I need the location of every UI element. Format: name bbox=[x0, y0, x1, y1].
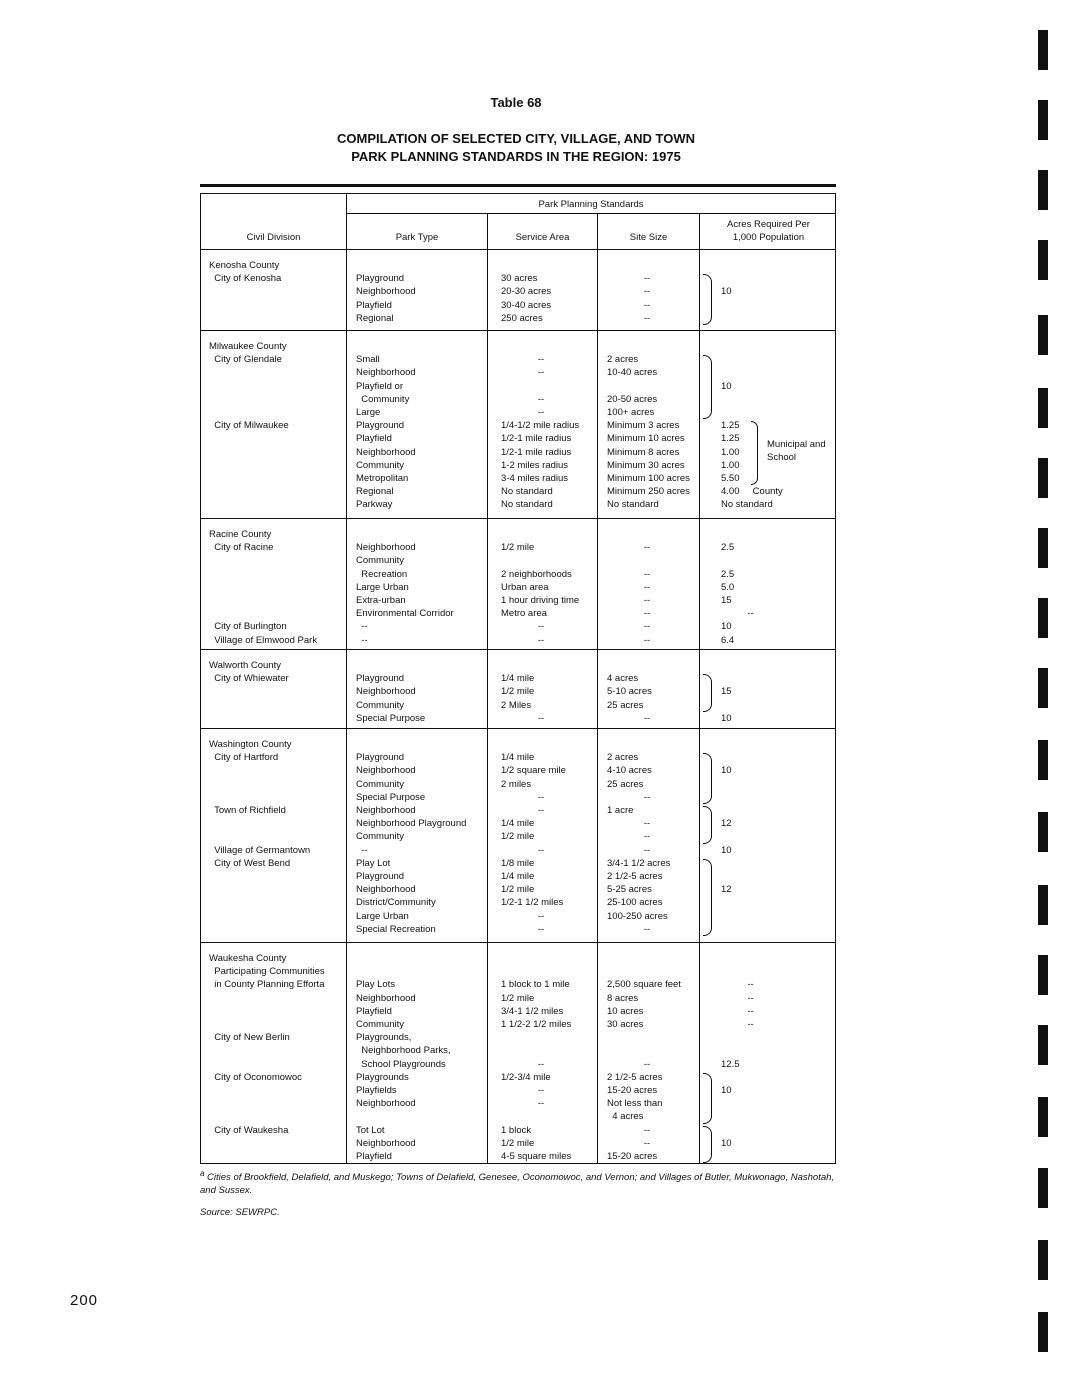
service-area-cell: Urban area bbox=[501, 581, 549, 593]
acres-required-cell: 10 bbox=[721, 765, 732, 777]
park-type-cell: -- bbox=[356, 621, 368, 633]
service-area-cell: 1/2 mile bbox=[501, 884, 535, 896]
service-area-cell: 1/2-1 1/2 miles bbox=[501, 897, 564, 909]
binding-bar bbox=[1038, 740, 1048, 780]
park-type-cell: Neighborhood bbox=[356, 884, 416, 896]
footnote-marker: a bbox=[200, 1169, 205, 1178]
park-type-cell: Playfield bbox=[356, 1005, 392, 1017]
site-size-cell: 25 acres bbox=[607, 778, 644, 790]
civil-division-cell: City of Kenosha bbox=[209, 273, 282, 285]
park-type-cell: Recreation bbox=[356, 568, 408, 580]
site-size-cell: -- bbox=[643, 299, 651, 311]
site-size-cell: Minimum 3 acres bbox=[607, 420, 680, 432]
park-type-cell: Playfields bbox=[356, 1085, 397, 1096]
park-type-cell: Regional bbox=[356, 486, 394, 498]
service-area-cell: 1/8 mile bbox=[501, 857, 535, 869]
divider bbox=[699, 943, 700, 1163]
park-type-cell: Neighborhood Playground bbox=[356, 818, 467, 830]
park-type-cell: -- bbox=[356, 844, 368, 856]
site-size-cell: -- bbox=[643, 1137, 651, 1149]
site-size-cell: 15-20 acres bbox=[607, 1085, 658, 1096]
divider bbox=[699, 519, 700, 649]
site-size-cell: 2 acres bbox=[607, 752, 639, 764]
park-type-cell: Community bbox=[356, 393, 410, 405]
service-area-cell: 1 block bbox=[501, 1124, 532, 1136]
civil-division-cell: Waukesha County bbox=[209, 953, 287, 964]
site-size-cell: -- bbox=[643, 831, 651, 843]
service-area-cell: -- bbox=[537, 1098, 545, 1110]
site-size-cell: No standard bbox=[607, 499, 659, 511]
site-size-cell: -- bbox=[643, 818, 651, 830]
park-type-cell: Regional bbox=[356, 312, 394, 324]
brace-mark bbox=[703, 355, 712, 419]
site-size-cell: 25-100 acres bbox=[607, 897, 663, 909]
acres-required-cell: 2.5 bbox=[721, 568, 735, 580]
top-rule bbox=[200, 184, 836, 187]
service-area-cell: No standard bbox=[501, 486, 553, 498]
header-service-area: Service Area bbox=[515, 232, 570, 243]
park-type-cell: Neighborhood bbox=[356, 542, 416, 554]
site-size-cell: -- bbox=[643, 621, 651, 633]
park-type-cell: Extra-urban bbox=[356, 595, 406, 606]
header-civil-division: Civil Division bbox=[246, 232, 301, 243]
brace-mark bbox=[703, 1126, 712, 1164]
divider bbox=[597, 331, 598, 518]
divider bbox=[346, 250, 347, 330]
binding-bar bbox=[1038, 30, 1048, 70]
service-area-cell: 1/2 mile bbox=[501, 686, 535, 698]
acres-required-cell: 15 bbox=[721, 686, 732, 698]
site-size-cell: 2 1/2-5 acres bbox=[607, 1071, 663, 1083]
civil-division-cell: Village of Germantown bbox=[209, 844, 311, 856]
service-area-cell: 250 acres bbox=[501, 312, 543, 324]
site-size-cell: 4 acres bbox=[607, 673, 639, 685]
binding-bar bbox=[1038, 100, 1048, 140]
acres-required-cell: 5.50 bbox=[721, 473, 740, 484]
park-type-cell: Neighborhood bbox=[356, 686, 416, 698]
divider bbox=[699, 331, 700, 518]
civil-division-cell: Washington County bbox=[209, 739, 292, 750]
park-type-cell: Playground bbox=[356, 752, 405, 764]
site-size-cell: 10-40 acres bbox=[607, 367, 658, 379]
site-size-cell: -- bbox=[643, 608, 651, 620]
acres-required-cell: 12.5 bbox=[721, 1058, 740, 1070]
binding-bar bbox=[1038, 1312, 1048, 1352]
divider bbox=[699, 650, 700, 728]
divider bbox=[347, 213, 835, 214]
park-type-cell: Neighborhood bbox=[356, 446, 416, 458]
site-size-cell: 20-50 acres bbox=[607, 393, 658, 405]
civil-division-cell: Racine County bbox=[209, 529, 272, 540]
acres-required-cell: 15 bbox=[721, 595, 732, 606]
park-type-cell: Metropolitan bbox=[356, 473, 409, 484]
site-size-cell: Not less than bbox=[607, 1098, 663, 1110]
service-area-cell: 4-5 square miles bbox=[501, 1151, 572, 1162]
divider bbox=[346, 331, 347, 518]
park-type-cell: Small bbox=[356, 354, 380, 366]
acres-required-cell: 4.00 County bbox=[721, 486, 783, 498]
county-group bbox=[201, 519, 835, 650]
binding-bar bbox=[1038, 458, 1048, 498]
park-type-cell: Neighborhood Parks, bbox=[356, 1045, 451, 1057]
acres-required-cell: 1.00 bbox=[721, 459, 740, 471]
civil-division-cell: City of Hartford bbox=[209, 752, 279, 764]
service-area-cell: -- bbox=[537, 393, 545, 405]
service-area-cell: 1/4 mile bbox=[501, 752, 535, 764]
acres-required-cell: 1.25 bbox=[721, 433, 740, 445]
site-size-cell: -- bbox=[643, 844, 651, 856]
service-area-cell: 20-30 acres bbox=[501, 286, 552, 298]
divider bbox=[699, 250, 700, 330]
brace-mark bbox=[703, 674, 712, 712]
park-type-cell: Community bbox=[356, 778, 405, 790]
park-type-cell: District/Community bbox=[356, 897, 436, 909]
civil-division-cell: City of Racine bbox=[209, 542, 274, 554]
binding-bar bbox=[1038, 528, 1048, 568]
binding-bar bbox=[1038, 170, 1048, 210]
service-area-cell: 1/2 mile bbox=[501, 831, 535, 843]
park-type-cell: Large Urban bbox=[356, 581, 409, 593]
civil-division-cell: Town of Richfield bbox=[209, 805, 286, 816]
service-area-cell: 30-40 acres bbox=[501, 299, 552, 311]
park-type-cell: Playground bbox=[356, 420, 405, 432]
divider bbox=[346, 729, 347, 942]
service-area-cell: -- bbox=[537, 923, 545, 935]
service-area-cell: -- bbox=[537, 407, 545, 418]
source-note: Source: SEWRPC. bbox=[200, 1207, 280, 1218]
service-area-cell: 30 acres bbox=[501, 273, 538, 285]
standards-table bbox=[200, 193, 836, 1164]
acres-required-cell: -- bbox=[721, 608, 754, 620]
service-area-cell: 1/4-1/2 mile radius bbox=[501, 420, 580, 432]
site-size-cell: 8 acres bbox=[607, 992, 639, 1004]
site-size-cell: -- bbox=[643, 595, 651, 606]
header-park-planning-standards: Park Planning Standards bbox=[538, 199, 644, 210]
park-type-cell: Large Urban bbox=[356, 910, 409, 922]
acres-required-cell: -- bbox=[721, 1019, 754, 1030]
site-size-cell: Minimum 100 acres bbox=[607, 473, 690, 484]
service-area-cell: -- bbox=[537, 910, 545, 922]
page-number: 200 bbox=[70, 1292, 99, 1309]
park-type-cell: School Playgrounds bbox=[356, 1058, 446, 1070]
park-type-cell: Tot Lot bbox=[356, 1124, 385, 1136]
service-area-cell: 2 Miles bbox=[501, 699, 532, 711]
binding-bar bbox=[1038, 885, 1048, 925]
divider bbox=[346, 943, 347, 1163]
brace-mark bbox=[703, 753, 712, 804]
county-group bbox=[201, 729, 835, 943]
county-group bbox=[201, 331, 835, 519]
park-type-cell: Play Lot bbox=[356, 857, 391, 869]
site-size-cell: -- bbox=[643, 581, 651, 593]
site-size-cell: 25 acres bbox=[607, 699, 644, 711]
park-type-cell: Large bbox=[356, 407, 381, 418]
civil-division-cell: Milwaukee County bbox=[209, 341, 287, 352]
service-area-cell: 1/4 mile bbox=[501, 818, 535, 830]
acres-required-cell: 5.0 bbox=[721, 581, 735, 593]
header-acres-required-line-2: 1,000 Population bbox=[732, 232, 805, 243]
service-area-cell: 1/2 square mile bbox=[501, 765, 566, 777]
acres-required-cell: 10 bbox=[721, 286, 732, 298]
acres-required-cell: 10 bbox=[721, 712, 732, 724]
service-area-cell: 1 hour driving time bbox=[501, 595, 580, 606]
site-size-cell: -- bbox=[643, 1124, 651, 1136]
binding-bar bbox=[1038, 598, 1048, 638]
site-size-cell: 2,500 square feet bbox=[607, 979, 681, 991]
service-area-cell: 1 block to 1 mile bbox=[501, 979, 570, 991]
service-area-cell: -- bbox=[537, 791, 545, 803]
header-acres-required-line-1: Acres Required Per bbox=[727, 219, 810, 230]
page-title bbox=[0, 130, 1032, 166]
site-size-cell: 30 acres bbox=[607, 1019, 644, 1030]
brace-mark bbox=[751, 421, 758, 485]
table-label: Table 68 bbox=[490, 95, 542, 110]
civil-division-cell: Participating Communities bbox=[209, 966, 325, 978]
park-type-cell: Play Lots bbox=[356, 979, 396, 991]
header-park-type: Park Type bbox=[395, 232, 439, 243]
service-area-cell: -- bbox=[537, 805, 545, 816]
site-size-cell: -- bbox=[643, 273, 651, 285]
site-size-cell: 2 1/2-5 acres bbox=[607, 871, 663, 882]
binding-bar bbox=[1038, 315, 1048, 355]
service-area-cell: 3-4 miles radius bbox=[501, 473, 569, 484]
site-size-cell: -- bbox=[643, 712, 651, 724]
civil-division-cell: City of Waukesha bbox=[209, 1124, 289, 1136]
civil-division-cell: City of Milwaukee bbox=[209, 420, 289, 432]
service-area-cell: -- bbox=[537, 1085, 545, 1096]
park-type-cell: Playgrounds, bbox=[356, 1032, 412, 1044]
acres-required-cell: 2.5 bbox=[721, 542, 735, 554]
service-area-cell: 1/2-3/4 mile bbox=[501, 1071, 551, 1083]
binding-bar bbox=[1038, 1025, 1048, 1065]
binding-bar bbox=[1038, 668, 1048, 708]
park-type-cell: Special Purpose bbox=[356, 712, 426, 724]
county-group bbox=[201, 250, 835, 331]
park-type-cell: Playfield bbox=[356, 1151, 392, 1162]
acres-required-cell: -- bbox=[721, 992, 754, 1004]
service-area-cell: 1/2 mile bbox=[501, 1137, 535, 1149]
service-area-cell: 1/2-1 mile radius bbox=[501, 446, 572, 458]
brace-mark bbox=[703, 1073, 712, 1124]
site-size-cell: -- bbox=[643, 312, 651, 324]
acres-required-cell: 10 bbox=[721, 1137, 732, 1149]
site-size-cell: Minimum 8 acres bbox=[607, 446, 680, 458]
site-size-cell: Minimum 10 acres bbox=[607, 433, 685, 445]
binding-bar bbox=[1038, 1168, 1048, 1208]
binding-bar bbox=[1038, 812, 1048, 852]
park-type-cell: Community bbox=[356, 831, 405, 843]
acres-required-cell: 1.00 bbox=[721, 446, 740, 458]
title-line-1: COMPILATION OF SELECTED CITY, VILLAGE, AND TOWN bbox=[337, 131, 695, 146]
binding-bar bbox=[1038, 1240, 1048, 1280]
service-area-cell: 2 miles bbox=[501, 778, 532, 790]
site-size-cell: 4 acres bbox=[607, 1111, 644, 1123]
park-type-cell: -- bbox=[356, 634, 368, 646]
footnote bbox=[200, 1167, 840, 1197]
brace-mark bbox=[703, 274, 712, 325]
acres-required-cell: 6.4 bbox=[721, 634, 735, 646]
park-type-cell: Playground bbox=[356, 871, 405, 882]
service-area-cell: 1/4 mile bbox=[501, 871, 535, 882]
service-area-cell: -- bbox=[537, 1058, 545, 1070]
park-type-cell: Neighborhood bbox=[356, 765, 416, 777]
park-type-cell: Playfield bbox=[356, 433, 392, 445]
civil-division-cell: in County Planning Efforta bbox=[209, 979, 325, 991]
park-type-cell: Community bbox=[356, 555, 405, 567]
civil-division-cell: City of West Bend bbox=[209, 857, 291, 869]
park-type-cell: Playground bbox=[356, 273, 405, 285]
park-type-cell: Community bbox=[356, 699, 405, 711]
service-area-cell: -- bbox=[537, 844, 545, 856]
site-size-cell: Minimum 250 acres bbox=[607, 486, 690, 498]
service-area-cell: -- bbox=[537, 354, 545, 366]
site-size-cell: 15-20 acres bbox=[607, 1151, 658, 1162]
park-type-cell: Parkway bbox=[356, 499, 393, 511]
acres-required-cell: -- bbox=[721, 1005, 754, 1017]
service-area-cell: No standard bbox=[501, 499, 553, 511]
park-type-cell: Neighborhood bbox=[356, 992, 416, 1004]
header-site-size: Site Size bbox=[629, 232, 668, 243]
site-size-cell: -- bbox=[643, 286, 651, 298]
divider bbox=[346, 650, 347, 728]
park-type-cell: Neighborhood bbox=[356, 286, 416, 298]
service-area-cell: 2 neighborhoods bbox=[501, 568, 572, 580]
park-type-cell: Neighborhood bbox=[356, 367, 416, 379]
service-area-cell: 1/2-1 mile radius bbox=[501, 433, 572, 445]
divider bbox=[487, 250, 488, 330]
service-area-cell: 3/4-1 1/2 miles bbox=[501, 1005, 564, 1017]
site-size-cell: -- bbox=[643, 634, 651, 646]
municipal-school-note: Municipal and School bbox=[767, 439, 826, 464]
park-type-cell: Special Recreation bbox=[356, 923, 436, 935]
park-type-cell: Community bbox=[356, 459, 405, 471]
site-size-cell: -- bbox=[643, 923, 651, 935]
civil-division-cell: Walworth County bbox=[209, 660, 281, 671]
site-size-cell: 2 acres bbox=[607, 354, 639, 366]
acres-required-cell: No standard bbox=[721, 499, 773, 511]
park-type-cell: Neighborhood bbox=[356, 1098, 416, 1110]
site-size-cell: 10 acres bbox=[607, 1005, 644, 1017]
service-area-cell: 1/2 mile bbox=[501, 992, 535, 1004]
binding-bar bbox=[1038, 240, 1048, 280]
park-type-cell: Special Purpose bbox=[356, 791, 426, 803]
site-size-cell: -- bbox=[643, 568, 651, 580]
acres-required-cell: 12 bbox=[721, 818, 732, 830]
civil-division-cell: City of Burlington bbox=[209, 621, 287, 633]
park-type-cell: Neighborhood bbox=[356, 1137, 416, 1149]
site-size-cell: 3/4-1 1/2 acres bbox=[607, 857, 671, 869]
park-type-cell: Community bbox=[356, 1019, 405, 1030]
service-area-cell: 1 1/2-2 1/2 miles bbox=[501, 1019, 572, 1030]
county-group bbox=[201, 943, 835, 1163]
park-type-cell: Playfield bbox=[356, 299, 392, 311]
civil-division-cell: City of New Berlin bbox=[209, 1032, 290, 1044]
acres-required-cell: 12 bbox=[721, 884, 732, 896]
civil-division-cell: City of Whiewater bbox=[209, 673, 289, 685]
acres-required-cell: 1.25 bbox=[721, 420, 740, 432]
divider bbox=[346, 519, 347, 649]
park-type-cell: Playfield or bbox=[356, 380, 403, 392]
site-size-cell: 100-250 acres bbox=[607, 910, 668, 922]
park-type-cell: Neighborhood bbox=[356, 805, 416, 816]
divider bbox=[487, 943, 488, 1163]
civil-division-cell: City of Glendale bbox=[209, 354, 282, 366]
site-size-cell: 5-10 acres bbox=[607, 686, 652, 698]
brace-mark bbox=[703, 859, 712, 936]
title-line-2: PARK PLANNING STANDARDS IN THE REGION: 1975 bbox=[351, 149, 681, 164]
service-area-cell: 1-2 miles radius bbox=[501, 459, 569, 471]
site-size-cell: Minimum 30 acres bbox=[607, 459, 685, 471]
brace-mark bbox=[703, 806, 712, 844]
civil-division-cell: Kenosha County bbox=[209, 260, 280, 271]
footnote-text: Cities of Brookfield, Delafield, and Muskego; Towns of Delafield, Genesee, Oconomowoc, and Vernon; and Villages of Butler, Mukwonago, Nashotah, and Sussex. bbox=[200, 1172, 835, 1197]
service-area-cell: -- bbox=[537, 621, 545, 633]
acres-required-cell: 10 bbox=[721, 844, 732, 856]
acres-required-cell: 10 bbox=[721, 1085, 732, 1096]
site-size-cell: 5-25 acres bbox=[607, 884, 652, 896]
site-size-cell: -- bbox=[643, 791, 651, 803]
service-area-cell: -- bbox=[537, 634, 545, 646]
binding-bar bbox=[1038, 1097, 1048, 1137]
binding-bar bbox=[1038, 388, 1048, 428]
divider bbox=[699, 729, 700, 942]
acres-required-cell: 10 bbox=[721, 380, 732, 392]
service-area-cell: 1/2 mile bbox=[501, 542, 535, 554]
civil-division-cell: City of Oconomowoc bbox=[209, 1071, 302, 1083]
service-area-cell: -- bbox=[537, 712, 545, 724]
site-size-cell: 1 acre bbox=[607, 805, 634, 816]
site-size-cell: -- bbox=[643, 1058, 651, 1070]
park-type-cell: Playground bbox=[356, 673, 405, 685]
county-group bbox=[201, 650, 835, 729]
binding-bar bbox=[1038, 955, 1048, 995]
park-type-cell: Environmental Corridor bbox=[356, 608, 454, 620]
park-type-cell: Playgrounds bbox=[356, 1071, 409, 1083]
acres-required-cell: 10 bbox=[721, 621, 732, 633]
site-size-cell: 100+ acres bbox=[607, 407, 655, 418]
site-size-cell: -- bbox=[643, 542, 651, 554]
service-area-cell: 1/4 mile bbox=[501, 673, 535, 685]
service-area-cell: -- bbox=[537, 367, 545, 379]
service-area-cell: Metro area bbox=[501, 608, 547, 620]
acres-required-cell: -- bbox=[721, 979, 754, 991]
table-header bbox=[201, 194, 835, 250]
civil-division-cell: Village of Elmwood Park bbox=[209, 634, 318, 646]
site-size-cell: 4-10 acres bbox=[607, 765, 652, 777]
